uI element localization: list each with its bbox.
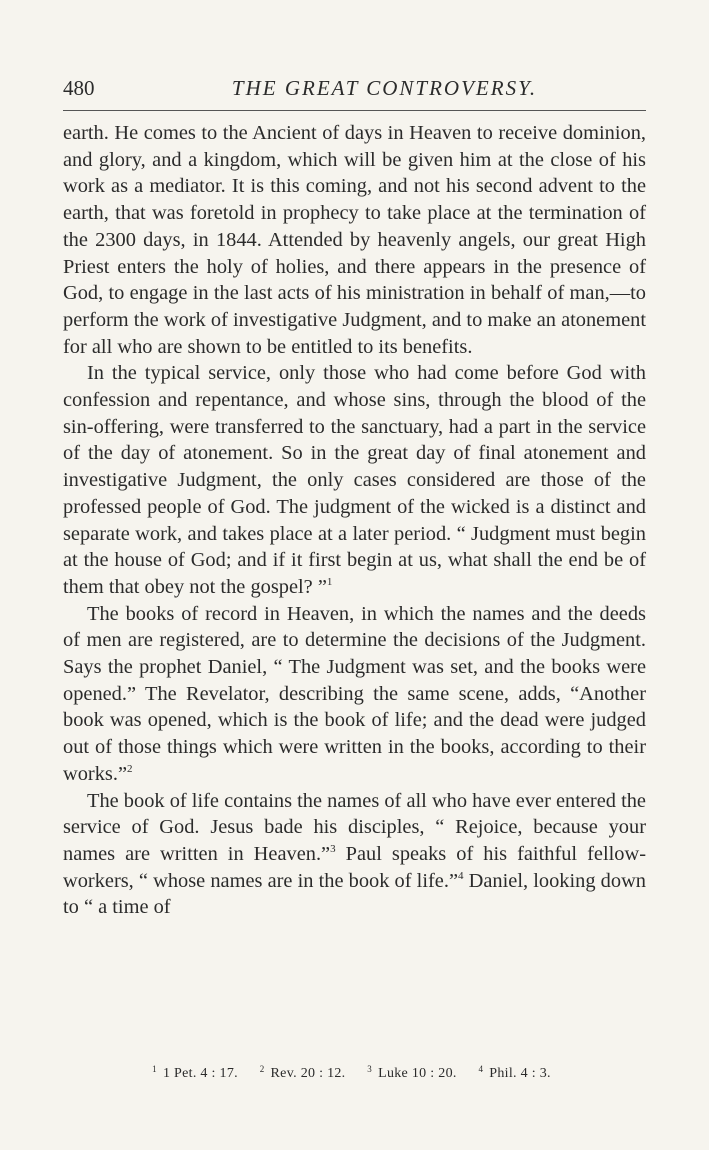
footnote-ref-4: 4 — [458, 869, 464, 882]
footnote-3-number: 3 — [367, 1064, 373, 1074]
paragraph-2-text: In the typical service, only those who had come before God with confession and repentance, and whose sins, through the blood of the sin-offering, were transferred to the sanctuary, had a part in the service of the day of atonement. So in the great day of final atonement and investigative Judgment, the only cases considered are those of the professed people of God. The judgment of the wicked is a distinct and separate work, and takes place at a later period. “ Judgment must begin at the house of God; and if it first begin at us, what shall the end be of them that obey not the gospel? ” — [63, 362, 646, 598]
paragraph-1-text: earth. He comes to the Ancient of days in Heaven to receive dominion, and glory, and a kingdom, which will be given him at the close of his work as a mediator. It is this coming, and not his second advent to the earth, that was foretold in prophecy to take place at the termination of the 2300 days, in 1844. Attended by heavenly angels, our great High Priest enters the holy of holies, and there appears in the presence of God, to engage in the last acts of his ministration in behalf of man,—to perform the work of investigative Judgment, and to make an atonement for all who are shown to be entitled to its benefits. — [63, 122, 646, 358]
footnote-ref-2: 2 — [127, 762, 133, 775]
paragraph-3-text: The books of record in Heaven, in which the names and the deeds of men are registered, are to determine the decisions of the Judgment. Says the prophet Daniel, “ The Judgment was set, and the books were opened.” The Revelator, describing the same scene, adds, “Another book was opened, which is the book of life; and the dead were judged out of those things which were written in the books, according to their works.” — [63, 602, 646, 785]
footnote-4-number: 4 — [478, 1064, 484, 1074]
footnote-ref-1: 1 — [326, 575, 333, 588]
footnote-2-text: Rev. 20 : 12. — [270, 1066, 346, 1081]
running-title: THE GREAT CONTROVERSY. — [231, 76, 538, 100]
paragraph-3 — [63, 601, 646, 788]
paragraph-4-text-a: The book of life contains the names of all who have ever entered the service of God. Jesus bade his disciples, “ Rejoice, because your names are written in Heaven.” — [63, 789, 646, 865]
paragraph-4 — [63, 788, 646, 922]
paragraph-4-text-b: Paul speaks of his faithful fellow-workers, “ whose names are in the book of life.” — [63, 842, 646, 892]
footnote-4 — [478, 1066, 556, 1081]
footnotes — [63, 1066, 646, 1082]
footnote-1-text: 1 Pet. 4 : 17. — [162, 1066, 238, 1081]
footnote-2 — [260, 1066, 352, 1081]
header-rule — [63, 110, 646, 111]
footnote-3 — [367, 1066, 462, 1081]
footnote-1-number: 1 — [152, 1064, 157, 1074]
paragraph-4-text-c: Daniel, looking down to “ a time of — [63, 869, 646, 919]
paragraph-1 — [63, 120, 646, 360]
footnote-2-number: 2 — [259, 1064, 265, 1074]
body-text — [63, 120, 646, 921]
page-number: 480 — [63, 76, 95, 100]
footnote-4-text: Phil. 4 : 3. — [489, 1066, 551, 1081]
footnote-1 — [152, 1066, 244, 1081]
footnote-3-text: Luke 10 : 20. — [378, 1066, 457, 1081]
footnote-ref-3: 3 — [330, 842, 336, 855]
page-header — [63, 76, 646, 104]
paragraph-2 — [63, 360, 646, 600]
